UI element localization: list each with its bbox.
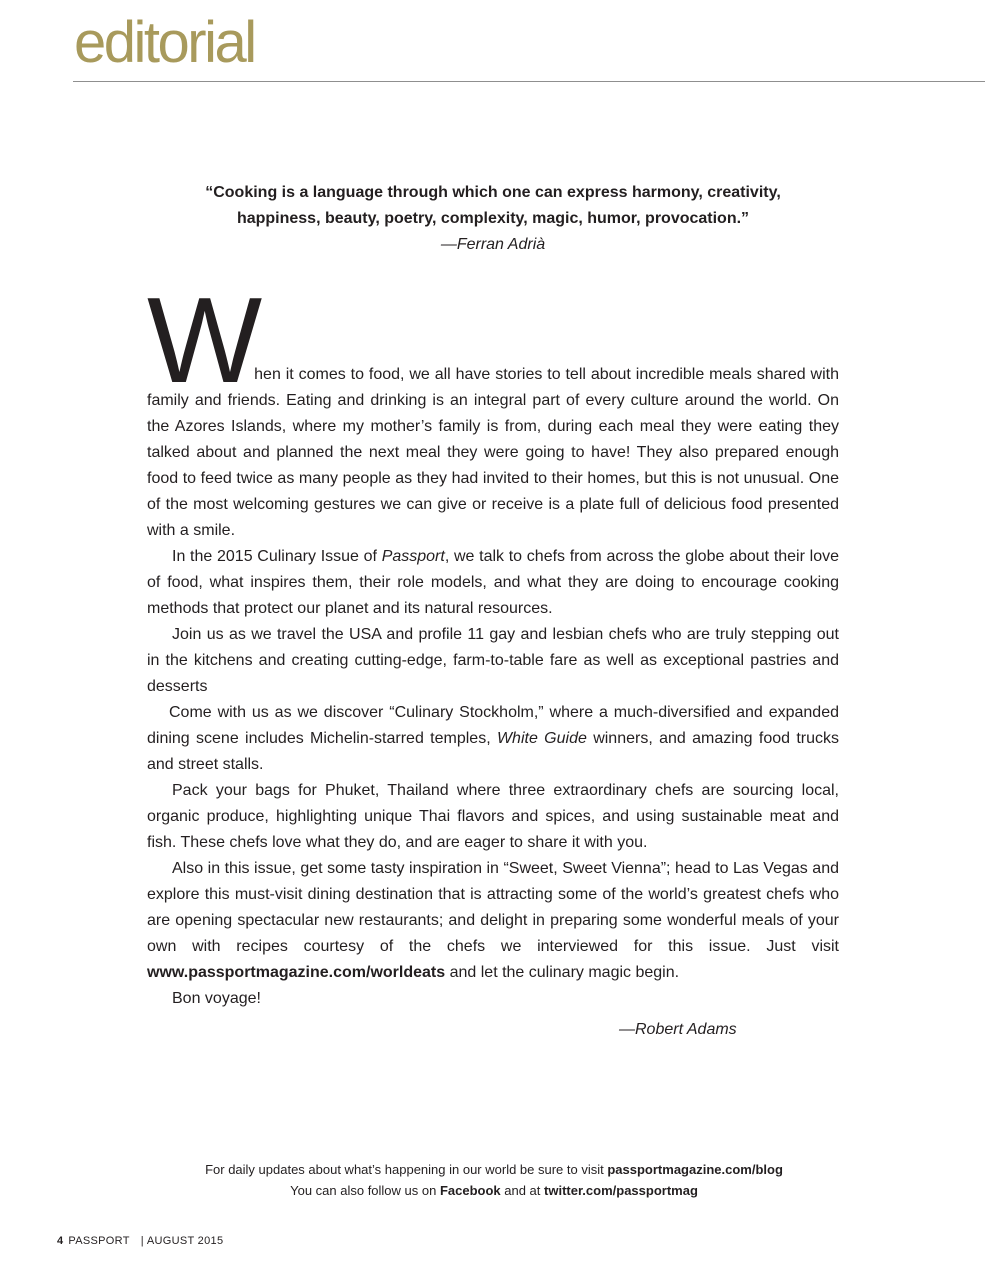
magazine-title: Passport — [381, 548, 445, 565]
paragraph-2: In the 2015 Culinary Issue of Passport, we talk to chefs from across the globe about their love of food, what inspires them, their role models, and what they are doing to encourage cooking methods that protect our planet and its natural resources. — [147, 548, 840, 617]
epigraph-quote — [148, 180, 838, 232]
paragraph-5: Pack your bags for Phuket, Thailand where three extraordinary chefs are sourcing local, organic produce, highlighting unique Thai flavors and spices, and using sustainable meat and fish. These chefs love what they do, and are eager to share it with you. — [147, 782, 839, 851]
epigraph-author: —Ferran Adrià — [440, 236, 546, 253]
facebook-link[interactable]: Facebook — [439, 1183, 501, 1198]
header-rule — [73, 81, 985, 82]
page-folio — [57, 1235, 223, 1247]
blog-link[interactable]: passportmagazine.com/blog — [607, 1162, 783, 1177]
paragraph-1-text: hen it comes to food, we all have stories to tell about incredible meals shared with family and friends. Eating and drinking is an integral part of every culture around the world. On the Azores Islands, where my mother’s family is from, during each meal they were eating they talked about and planned the next meal they were going to have! They also prepared enough food to feed twice as many people as they had invited to their homes, but this is not unusual. One of the most welcoming gestures we can give or receive is a plate full of delicious food presented with a smile. — [147, 366, 839, 539]
paragraph-4: Come with us as we discover “Culinary Stockholm,” where a much-diversified and expanded dining scene includes Michelin-starred temples, White Guide winners, and amazing food trucks and street stalls. — [147, 704, 840, 773]
worldeats-link[interactable]: www.passportmagazine.com/worldeats — [147, 964, 446, 981]
drop-cap: W — [147, 272, 257, 408]
epigraph-line-1: “Cooking is a language through which one can express harmony, creativity, — [205, 184, 781, 201]
section-title: editorial — [74, 10, 255, 75]
editorial-body — [147, 272, 840, 1012]
epigraph-line-2: happiness, beauty, poetry, complexity, magic, humor, provocation.” — [236, 210, 750, 227]
footer-line-1: For daily updates about what’s happening in our world be sure to visit passportmagazine.com/blog — [205, 1162, 783, 1177]
footer-line-2: You can also follow us on Facebook and at twitter.com/passportmag — [290, 1183, 698, 1198]
signature: —Robert Adams — [619, 1021, 737, 1038]
paragraph-6: Also in this issue, get some tasty inspiration in “Sweet, Sweet Vienna”; head to Las Vegas and explore this must-visit dining destination that is attracting some of the world’s greatest chefs who are opening spectacular new restaurants; and delight in preparing some wonderful meals of your own with recipes courtesy of the chefs we interviewed for this issue. Just visit www.passportmagazine.com/worldeats and let the culinary magic begin. — [147, 860, 839, 981]
twitter-link[interactable]: twitter.com/passportmag — [544, 1183, 698, 1198]
paragraph-7: Bon voyage! — [172, 990, 261, 1007]
paragraph-1 — [147, 272, 839, 544]
folio-separator: | — [140, 1235, 144, 1247]
publication-name: PASSPORT — [68, 1235, 130, 1247]
footer-note — [150, 1159, 838, 1201]
page-number: 4 — [57, 1235, 64, 1247]
issue-date: AUGUST 2015 — [146, 1235, 224, 1247]
paragraph-3: Join us as we travel the USA and profile 11 gay and lesbian chefs who are truly stepping out in the kitchens and creating cutting-edge, farm-to-table fare as well as exceptional pastries and desserts — [147, 626, 839, 695]
white-guide-title: White Guide — [496, 730, 587, 747]
epigraph — [148, 180, 838, 258]
